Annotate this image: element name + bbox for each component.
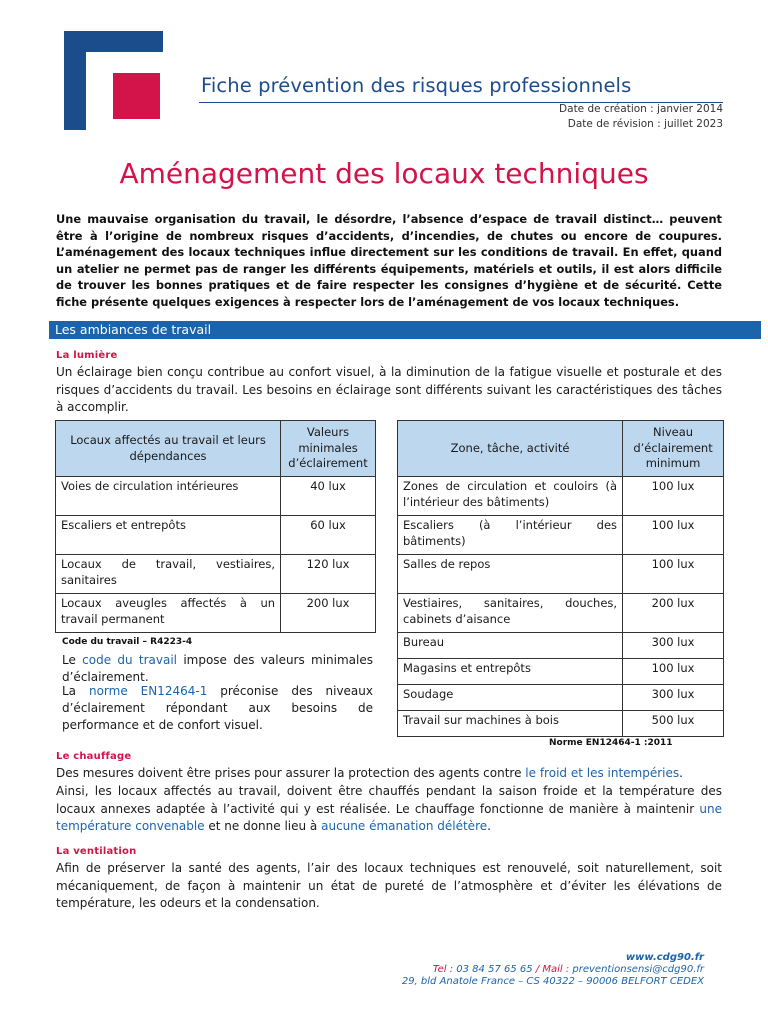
table2-cell: Travail sur machines à bois [398, 711, 623, 737]
code-travail-note: Le code du travail impose des valeurs minimales d’éclairement. [62, 653, 374, 684]
lumiere-heading: La lumière [56, 350, 118, 361]
lux-table-norme [397, 420, 724, 737]
table1-header-valeurs: Valeurs minimales d’éclairement [281, 421, 376, 477]
revision-date: Date de révision : juillet 2023 [567, 118, 723, 130]
table1-cell: Locaux de travail, vestiaires, sanitaires [56, 555, 281, 594]
chauffage-paragraph: Ainsi, les locaux affectés au travail, doivent être chauffés pendant la saison froide et la température des locaux annexes adaptée à l’activité qui y est réalisée. Le chauffage fonctionne de manière à maintenir une température convenable et ne donne lieu à aucune émanation délétère. [56, 784, 722, 833]
section-title: Les ambiances de travail [55, 322, 212, 337]
table2-value: 100 lux [623, 516, 724, 555]
table2-value: 300 lux [623, 685, 724, 711]
table2-cell: Salles de repos [398, 555, 623, 594]
table-row [398, 555, 724, 594]
chauffage-heading: Le chauffage [56, 751, 132, 762]
table1-source: Code du travail – R4223-4 [62, 637, 193, 647]
document-subtitle: Fiche prévention des risques professionnels [201, 74, 632, 97]
temperature-convenable-link[interactable]: une température convenable [56, 801, 722, 833]
ventilation-paragraph: Afin de préserver la santé des agents, l’air des locaux techniques est renouvelé, soit naturellement, soit mécaniquement, de façon à maintenir un état de pureté de l’atmosphère et d’éviter les élévations de température, les odeurs et la condensation. [56, 861, 722, 910]
table2-value: 100 lux [623, 659, 724, 685]
lux-table-code-travail [55, 420, 376, 633]
table2-value: 500 lux [623, 711, 724, 737]
table-row [56, 594, 376, 633]
table-row [56, 516, 376, 555]
table-row [398, 659, 724, 685]
table2-cell: Zones de circulation et couloirs (à l’intérieur des bâtiments) [398, 477, 623, 516]
intro-paragraph: Une mauvaise organisation du travail, le désordre, l’absence d’espace de travail distinct… peuvent être à l’origine de nombreux risques d’accidents, d’incendies, de chutes ou encore de coupures. L’aménagement des locaux techniques influe directement sur les conditions de travail. En effet, quand un atelier ne permet pas de ranger les différents équipements, matériels et outils, il est alors difficile de trouver les bonnes pratiques et de faire respecter les consignes d’hygiène et de sécurité. Cette fiche présente quelques exigences à respecter lors de l’aménagement de vos locaux techniques. [56, 212, 722, 309]
table2-cell: Vestiaires, sanitaires, douches, cabinets d’aisance [398, 594, 623, 633]
creation-date: Date de création : janvier 2014 [559, 103, 723, 115]
table1-value: 60 lux [281, 516, 376, 555]
table1-value: 120 lux [281, 555, 376, 594]
table2-cell: Magasins et entrepôts [398, 659, 623, 685]
table-row [56, 555, 376, 594]
table2-value: 300 lux [623, 633, 724, 659]
table-row [398, 711, 724, 737]
table2-cell: Bureau [398, 633, 623, 659]
norme-link[interactable]: norme EN12464-1 [88, 684, 208, 698]
table1-cell: Locaux aveugles affectés à un travail permanent [56, 594, 281, 633]
table2-header-niveau: Niveau d’éclairement minimum [623, 421, 724, 477]
table-row [56, 477, 376, 516]
table2-header-zone: Zone, tâche, activité [398, 421, 623, 477]
logo-accent [113, 73, 160, 119]
footer-email[interactable]: preventionsensi@cdg90.fr [572, 964, 704, 975]
table1-header-locaux: Locaux affectés au travail et leurs dépendances [56, 421, 281, 477]
table2-value: 100 lux [623, 477, 724, 516]
code-travail-link[interactable]: code du travail [82, 653, 178, 667]
table1-cell: Voies de circulation intérieures [56, 477, 281, 516]
table2-value: 200 lux [623, 594, 724, 633]
page-title: Aménagement des locaux techniques [119, 157, 649, 190]
table-row [398, 594, 724, 633]
ventilation-heading: La ventilation [56, 846, 137, 857]
table-row [398, 516, 724, 555]
table2-cell: Escaliers (à l’intérieur des bâtiments) [398, 516, 623, 555]
footer-phone[interactable]: 03 84 57 65 65 [456, 964, 533, 975]
chauffage-line1: Des mesures doivent être prises pour assurer la protection des agents contre le froid et les intempéries. [56, 766, 683, 780]
lumiere-paragraph: Un éclairage bien conçu contribue au confort visuel, à la diminution de la fatigue visuelle et posturale et des risques d’accidents du travail. Les besoins en éclairage sont différents suivant les caractéristiques des tâches à accomplir. [56, 365, 722, 414]
table2-cell: Soudage [398, 685, 623, 711]
footer-address: 29, bld Anatole France – CS 40322 – 90006 BELFORT CEDEX [401, 976, 704, 987]
froid-intemperies-link[interactable]: le froid et les intempéries [525, 766, 680, 780]
table1-value: 200 lux [281, 594, 376, 633]
table1-cell: Escaliers et entrepôts [56, 516, 281, 555]
table-row [398, 477, 724, 516]
emanation-deletere-link[interactable]: aucune émanation délétère [321, 819, 488, 833]
table-row [398, 633, 724, 659]
table2-value: 100 lux [623, 555, 724, 594]
footer-website[interactable]: www.cdg90.fr [625, 952, 704, 963]
norme-note: La norme EN12464-1 préconise des niveaux d’éclairement répondant aux besoins de performance et de confort visuel. [62, 684, 373, 732]
table2-source: Norme EN12464-1 :2011 [549, 738, 673, 748]
table1-value: 40 lux [281, 477, 376, 516]
footer-contact: Tel : 03 84 57 65 65 / Mail : preventionsensi@cdg90.fr [432, 964, 704, 975]
table-row [398, 685, 724, 711]
